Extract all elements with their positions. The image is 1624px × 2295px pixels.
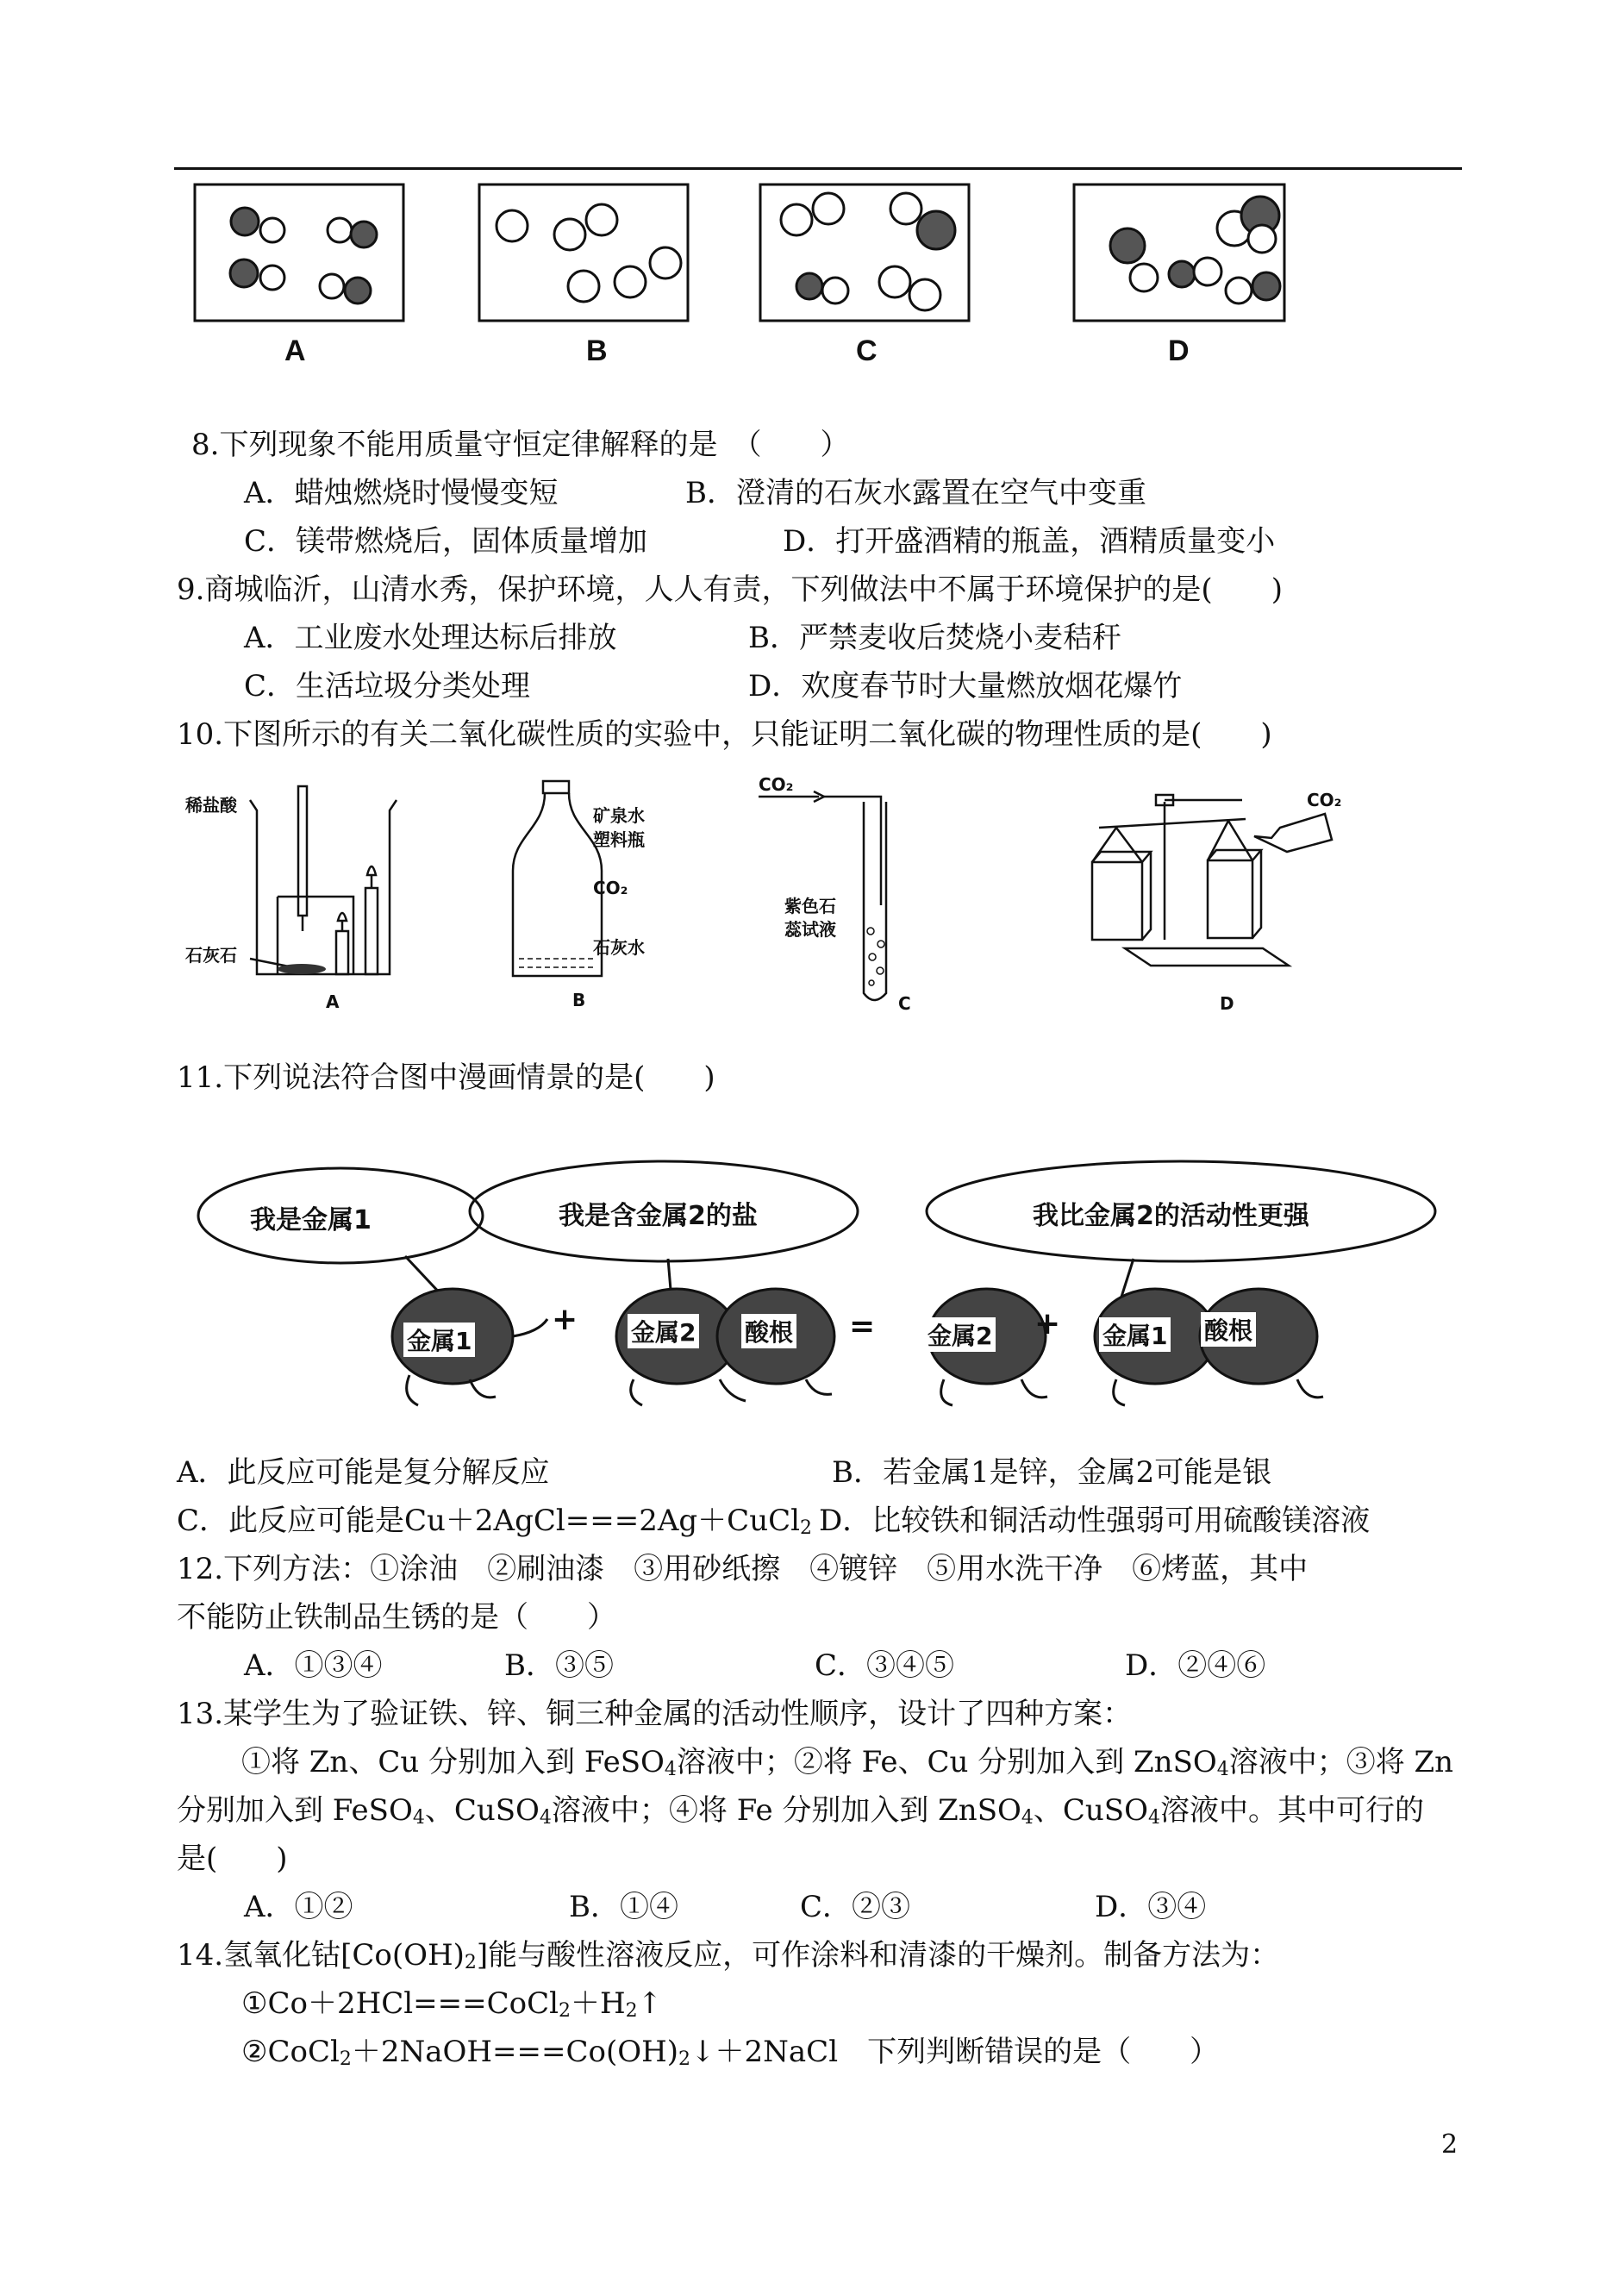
- q10b-bottle-label-1: 矿泉水: [593, 805, 645, 826]
- q8-option-c: C．镁带燃烧后，固体质量增加: [244, 524, 648, 559]
- q11-ball-acid-left: 酸根: [741, 1314, 796, 1348]
- q13-plan-line-2: 分别加入到 FeSO$_4$、CuSO$_4$溶液中；④将 Fe 分别加入到 ZnSO$_4$、CuSO$_4$溶液中。其中可行的: [177, 1793, 1424, 1829]
- q13-option-d: D．③④: [1095, 1890, 1207, 1924]
- q10b-water-label: 石灰水: [593, 937, 645, 958]
- q10c-liquid-label-2: 蕊试液: [784, 919, 836, 940]
- q11-bubble-1: 我是金属1: [250, 1205, 372, 1235]
- q10c-label: C: [898, 993, 911, 1014]
- q11-bubble-3: 我比金属2的活动性更强: [1033, 1201, 1309, 1231]
- q12-option-a: A．①③④: [244, 1648, 383, 1683]
- q13-option-b: B．①④: [569, 1890, 678, 1924]
- q10d-gas-label: CO₂: [1307, 790, 1342, 810]
- q10b-gas-label: CO₂: [593, 878, 628, 898]
- q11-bubble-2: 我是含金属2的盐: [559, 1201, 758, 1231]
- q11-ball-acid-right: 酸根: [1201, 1312, 1256, 1347]
- q10b-label: B: [572, 990, 586, 1010]
- page-number: 2: [1441, 2129, 1458, 2160]
- q14-reaction-1: $①Co+2HCl===CoCl_2+H_2↑$: [241, 1986, 663, 2022]
- q10c-liquid-label-1: 紫色石: [784, 896, 836, 916]
- q8-option-d: D．打开盛酒精的瓶盖，酒精质量变小: [783, 524, 1276, 559]
- q13-stem-end: 是( ): [177, 1842, 288, 1876]
- q9-stem: 9.商城临沂，山清水秀，保护环境，人人有责，下列做法中不属于环境保护的是( ): [177, 572, 1283, 607]
- q13-plan-line-1: ①将 Zn、Cu 分别加入到 FeSO$_4$溶液中；②将 Fe、Cu 分别加入到 ZnSO$_4$溶液中；③将 Zn: [241, 1745, 1454, 1780]
- q14-stem: 14.氢氧化钴$[Co(OH)_2]$能与酸性溶液反应，可作涂料和清漆的干燥剂。制备方法为：: [177, 1938, 1280, 1973]
- q11-plus-1: +: [552, 1302, 578, 1337]
- q11-option-b: B．若金属1是锌，金属2可能是银: [832, 1455, 1272, 1490]
- q10a-acid-label: 稀盐酸: [185, 795, 237, 816]
- q9-option-d: D．欢度春节时大量燃放烟花爆竹: [748, 669, 1183, 704]
- q10-figure-c: [755, 776, 945, 1017]
- q8-stem: 8.下列现象不能用质量守恒定律解释的是 （ ）: [191, 428, 850, 462]
- q10b-bottle-label-2: 塑料瓶: [593, 829, 645, 850]
- panel-label-d: D: [1168, 335, 1190, 367]
- q9-option-a: A．工业废水处理达标后排放: [244, 621, 617, 655]
- q11-plus-2: +: [1034, 1306, 1061, 1341]
- q13-stem: 13.某学生为了验证铁、锌、铜三种金属的活动性顺序，设计了四种方案：: [177, 1697, 1133, 1731]
- q12-stem-line-2: 不能防止铁制品生锈的是（ ）: [177, 1600, 616, 1635]
- header-rule: [174, 167, 1462, 170]
- q10a-label: A: [326, 991, 340, 1012]
- q11-ball-metal2-salt: 金属2: [628, 1314, 699, 1348]
- q10a-stone-label: 石灰石: [185, 945, 237, 966]
- q10d-label: D: [1220, 993, 1234, 1014]
- q10c-gas-label: CO₂: [759, 774, 794, 795]
- q14-reaction-2: $②CoCl_2+2NaOH===Co(OH)_2↓+2NaCl$ 下列判断错误的是（ ）: [241, 2035, 1220, 2070]
- q11-ball-metal1-left: 金属1: [403, 1323, 475, 1357]
- q11-stem: 11.下列说法符合图中漫画情景的是( ): [177, 1060, 715, 1095]
- panel-label-c: C: [856, 335, 878, 367]
- q11-ball-metal1-salt: 金属1: [1099, 1317, 1171, 1352]
- q11-option-a: A．此反应可能是复分解反应: [177, 1455, 550, 1490]
- q11-equals: =: [849, 1309, 876, 1344]
- q13-option-c: C．②③: [800, 1890, 911, 1924]
- q9-option-c: C．生活垃圾分类处理: [244, 669, 531, 704]
- particle-figure: [181, 181, 1319, 379]
- q12-option-b: B．③⑤: [504, 1648, 614, 1683]
- q9-option-b: B．严禁麦收后焚烧小麦秸秆: [748, 621, 1121, 655]
- panel-label-a: A: [284, 335, 306, 367]
- q12-stem-line-1: 12.下列方法：①涂油 ②刷油漆 ③用砂纸擦 ④镀锌 ⑤用水洗干净 ⑥烤蓝，其中: [177, 1552, 1309, 1586]
- panel-label-b: B: [586, 335, 608, 367]
- q12-option-d: D．②④⑥: [1125, 1648, 1266, 1683]
- q8-option-a: A．蜡烛燃烧时慢慢变短: [244, 476, 559, 510]
- q11-option-d: D．比较铁和铜活动性强弱可用硫酸镁溶液: [819, 1504, 1371, 1538]
- q11-option-c: C．此反应可能是Cu＋2AgCl===2Ag＋CuCl$_2$: [177, 1504, 812, 1539]
- q10-stem: 10.下图所示的有关二氧化碳性质的实验中，只能证明二氧化碳的物理性质的是( ): [177, 717, 1272, 752]
- q12-option-c: C．③④⑤: [815, 1648, 955, 1683]
- q13-option-a: A．①②: [244, 1890, 353, 1924]
- q10-figure-d: [1082, 776, 1392, 983]
- q8-option-b: B．澄清的石灰水露置在空气中变重: [685, 476, 1146, 510]
- q11-ball-metal2-right: 金属2: [924, 1317, 996, 1352]
